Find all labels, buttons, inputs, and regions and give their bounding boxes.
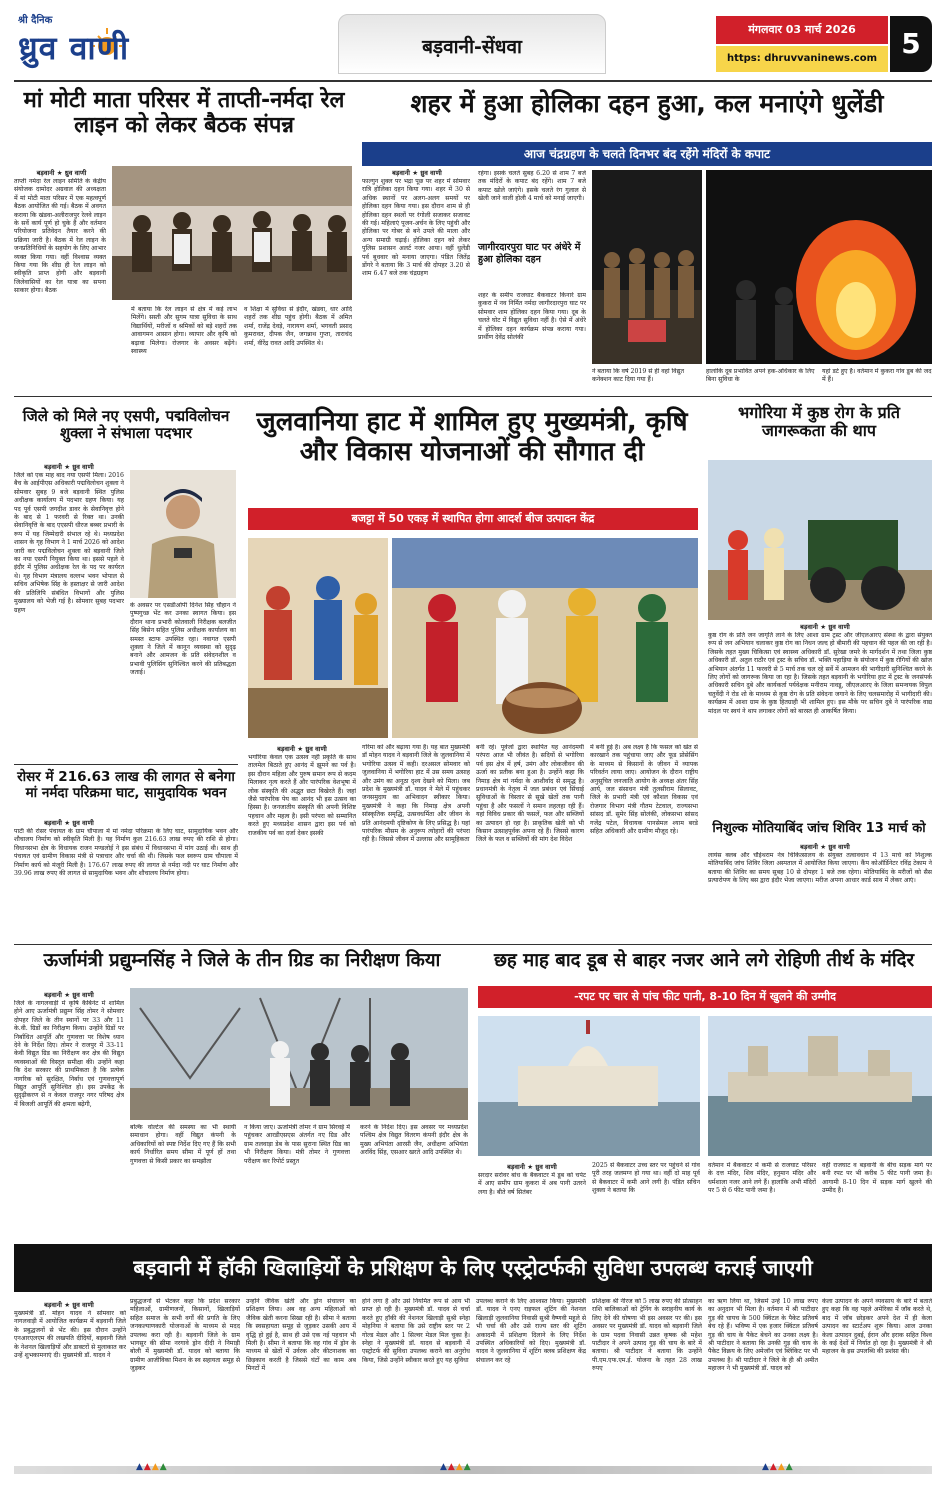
story2-caption3: यहां डटे हुए है। वर्तमान में कुकरा गांव डूब की जद में हैं। [822, 368, 932, 383]
story9-dateline: बड़वानी ★ ध्रुव वाणी [507, 1163, 557, 1171]
page-number: 5 [901, 27, 921, 60]
story5-col3: बनी रहे। पूर्वजों द्वारा स्थापित यह आनंदमयी परंपरा आज भी जीवंत है। सदियों से भगोरिया पर्व इस क्षेत्र में हर्ष, उमंग और लोकजीवन की ऊर्जा का प्रतीक बना हुआ है। उन्होंने कहा कि निमाड़ क्षेत्र मां नर्मदा के आशीर्वाद से समृद्ध है। प्रधानमंत्री के नेतृत्व में जल प्रबंधन एवं सिंचाई सुविधाओं के विस्तार से सूखे खेतों तक पानी पहुंचा है और फसलों ने समान लहलहा रही हैं। यहां विविध प्रकार की फसलें, फल और सब्जियों का उत्पादन हो रहा है। प्राकृतिक खेती को भी किसान उत्साहपूर्वक अपना रहे हैं। जिससे कारण जिले के फल व सब्जियों की मांग देश विदेश [476, 744, 584, 844]
story10-headline: बड़वानी में हॉकी खिलाड़ियों के प्रशिक्षण के लिए एस्ट्रोटर्फकी सुविधा उपलब्ध कराई जाएगी [133, 1256, 813, 1280]
story7-text: लायंस क्लब और चौईथराम नेत्र चिकित्सालय के संयुक्त तत्वावधान में 13 मार्च को निशुल्क मोतियाबिंद जांच शिविर जिला अस्पताल में आयोजित किया जाएगा। कैंप कोऑर्डिनेटर रविंद्र टेकाम ने बताया की शिविर का समय सुबह 10 से दोपहर 1 बजे तक रहेगा। मोतियाबिंद के मरीजों को सैस प्रत्यारोपण के लिए बस द्वारा इंदौर भेजा जाएगा। मरीज अपना आधार कार्ड साथ में लेकर आएं। [708, 852, 932, 885]
story6-dateline: बड़वानी ★ ध्रुव वाणी [800, 623, 850, 631]
story5-subhead: बजट्टा में 50 एकड़ में स्थापित होगा आदर्श बीज उत्पादन केंद्र [248, 508, 698, 530]
date-text: मंगलवार 03 मार्च 2026 [748, 23, 856, 36]
story5-headline: जुलवानिया हाट में शामिल हुए मुख्यमंत्री, कृषि और विकास योजनाओं की सौगात दी [256, 407, 688, 467]
story10-col5: उपलब्ध कराने के लिए आश्वस्त किया। मुख्यमंत्री डॉ. यादव ने एनए राइफल शूटिंग की नेशनल खिलाड़ी जुलवानिया निवासी सुश्री वैष्णवी महूले से भी चर्चा की और उसे राज्य स्तर की शूटिंग अकादमी में प्रशिक्षण दिलाने के लिए निर्देश उपस्थित अधिकारियों को दिए। मुख्यमंत्री डॉ. यादव ने जुलवानिया में शूटिंग क्लब प्रशिक्षण केंद्र संचालन कर रहे [476, 1298, 586, 1364]
story2-caption1: ने बताया कि वर्ष 2019 से ही वहां विद्युत कनेक्शन काट दिया गया हैं। [592, 368, 685, 383]
story4-top-rule [14, 764, 238, 765]
story3-col2: के अवसर पर एसडीओपी दिनेश सिंह चौहान ने पुष्पगुच्छ भेंट कर उनका स्वागत किया। इस दौरान थाना प्रभारी कोतवाली निरीक्षक बलजीत सिंह बिसेन सहित पुलिस अधीक्षक कार्यालय का समस्त स्टाफ उपस्थित रहा। नवागत एसपी शुक्ला ने जिले में कानून व्यवस्था को सुदृढ़ बनाने और आमजन के प्रति संवेदनशील व प्रभावी पुलिसिंग सुनिश्चित करने की प्रतिबद्धता जताई। [130, 602, 236, 677]
story4-dateline: बड़वानी ★ ध्रुव वाणी [44, 819, 94, 827]
date-box [716, 16, 888, 44]
story2-dateline: बड़वानी ★ ध्रुव वाणी [392, 169, 442, 177]
story10-col4: होने लगा है और उसे नियमित रूप से आय भी प्राप्त हो रही है। मुख्यमंत्री डॉ. यादव से चर्चा करते हुए हॉकी की नेशनल खिलाड़ी सुश्री स्नेहा मोहनिया ने बताया कि उसे राष्ट्रीय स्तर पर 2 गोल्ड मेडल और 1 सिल्वर मेडल मिल चुका है। स्नेहा ने मुख्यमंत्री डॉ. यादव से बड़वानी में एस्ट्रोटर्फ की सुविधा उपलब्ध कराने का अनुरोध किया, जिसे उन्होंने स्वीकार करते हुए यह सुविधा [362, 1298, 470, 1364]
row2-rule [14, 944, 932, 945]
story10-col8: केला उत्पादन के अपने व्यवसाय के बारे में बताते हुए कहा कि वह पहले अमेरिका में जॉब करते थे, बाद में जॉब छोड़कर अपने देश में ही केला उत्पादन का स्टार्टअप शुरू किया। आज उनका केला उत्पादन दुबई, ईरान और इराक सहित विश्व के कई देशों में निर्यात हो रहा है। मुख्यमंत्री ने श्री महाजन के इस उपलब्धि की प्रशंसा की। [822, 1298, 932, 1356]
story5-photo1 [248, 538, 388, 738]
logo-small-text: श्री दैनिक [18, 15, 53, 26]
masthead [0, 0, 945, 80]
story3-photo [130, 470, 236, 598]
story4-text: पाटी की रोसर पंचायत के ग्राम चौपाला में मां नर्मदा परिक्रमा के लिए घाट, सामुदायिक भवन और शौचालय निर्माण को स्वीकृति मिली है। यह निर्माण कुल 216.63 लाख रुपए की राशि से होगा। विधानसभा क्षेत्र के विधायक राजन मण्डलोई ने इस संबंध में विधानसभा में मांग उठाई थी। साथ ही पंचायत एवं ग्रामीण विकास मंत्री से पत्राचार और चर्चा की थी। जिसके फल स्वरूप ग्राम चौपाला में निर्माण कार्य को मंजूरी मिली है। 176.67 लाख रुपए की लागत से नर्मदा नदी पर घाट निर्माण और 39.96 लाख रुपए की लागत से सामुदायिक भवन और शौचालय निर्माण होगा। [14, 828, 238, 878]
story8-col1: जिले के नागलवाड़ी में कृषि कैबिनेट में शामिल होने आए ऊर्जामंत्री प्रद्युम्न सिंह तोमर ने सोमवार दोपहर जिले के तीन स्थानों पर 33 और 11 के.वी. ग्रिडों का निरीक्षण किया। उन्होंने ग्रिडों पर निर्बाधित आपूर्ति और गुणवत्ता पर विशेष ध्यान देने के निर्देश दिए। तोमर ने राजपुर में 33-11 केवी विद्युत ग्रिड का निरीक्षण कर क्षेत्र की विद्युत व्यवस्थाओं की विस्तृत समीक्षा की। उन्होंने कहा कि देश सरकार की प्राथमिकता है कि प्रत्येक नागरिक को सुरक्षित, निर्बाध एवं गुणवत्तापूर्ण विद्युत आपूर्ति सुनिश्चित हो। इस उपकेंद्र के सुदृढ़ीकरण से न केवल राजपुर नगर परिषद क्षेत्र में बिजली आपूर्ति की क्षमता बढ़ेगी, [14, 1000, 124, 1108]
story9-headline: छह माह बाद डूब से बाहर नजर आने लगे रोहिणी तीर्थ के मंदिर [493, 950, 915, 971]
story1-col1: ताप्ती नर्मदा रेल लाइन समिति के केंद्रीय संयोजक दामोदर अग्रवाल की अध्यक्षता में मां मोटी माता परिसर में एक महत्वपूर्ण बैठक आयोजित की गई। बैठक में अवगत कराया कि खंडवा-अलीराजपुर रेलवे लाइन के सर्वे कार्य पूर्ण हो चुके हैं और वर्तमान परियोजना प्रतिवेदन तैयार करने की प्रक्रिया जारी है। बैठक में रेल लाइन के जनप्रतिनिधियों के सहयोग के लिए आभार व्यक्त किया गया। वहीं विश्वास व्यक्त किया गया कि शीघ्र ही रेल लाइन को स्वीकृति प्राप्त होगी और बड़वानी जिलेवासियों का रेल यात्रा का सपना साकार होगा। बैठक [14, 178, 106, 295]
story10-dateline: बड़वानी ★ ध्रुव वाणी [44, 1301, 94, 1309]
story10-col1: मुख्यमंत्री डॉ. मोहन यादव ने सोमवार को नागलवाड़ी में आयोजित कार्यक्रम में बड़वानी जिले के प्रबुद्धजनों से भेंट की। इस दौरान उन्होंने एनआरएलएम की लखपति दीदियों, बड़वानी जिले के नेशनल खिलाड़ियों और डाक्टरों से मुलाकात कर उन्हें शुभकामनाएं दी। मुख्यमंत्री डॉ. यादव ने [14, 1310, 126, 1360]
section-title: बड़वानी-सेंधवा [422, 36, 522, 58]
story8-photo [130, 988, 468, 1120]
story9-col1: सरदार सरोवर बांध के बैकवाटर में डूब को चपेट में आए समीप ग्राम कुकरा में अब पानी उतरने लगा है। बीते वर्ष सितंबर [478, 1172, 586, 1196]
story10-col7: का ऋण लिया था, जिसमें उन्हें 10 लाख रुपए का अनुदान भी मिला है। वर्तमान में श्री पाटीदार गुड़ की चायच के 500 क्विंटल के पैकेट प्रतिवर्ष बेच रहे हैं। भविष्य में एक हजार क्विंटल प्रतिवर्ष गुड़ की चाय के पैकेट बेचने का उनका लक्ष्य है। श्री पाटीदार ने बताया कि उनकी गुड़ की चाय के पैकेट विक्रय के लिए अमेजॉन एवं ब्लिंकिट पर भी उपलब्ध है। श्री पाटीदार ने जिले के ही श्री अमीत महाजन ने भी मुख्यमंत्री डॉ. यादव को [708, 1298, 818, 1373]
story2-caption2: हालांकि दूब प्रभावित अपने हक-अधिकार के लिए बिना सुविधा के [706, 368, 815, 383]
story1-photo [112, 166, 352, 300]
story10-col2: प्रबुद्धजनों से भेंटकर कहा कि प्रदेश सरकार महिलाओं, ग्रामीणजनों, किसानों, खिलाड़ियों सहित समाज के सभी वर्गों की प्रगति के लिए जनकल्याणकारी योजनाओं के माध्यम से मदद उपलब्ध करा रही है। बड़वानी जिले के ग्राम भागसुर की सीमा नरगावे ड्रोन दीदी ने निमाड़ी बोली में मुख्यमंत्री डॉ. यादव को बताया कि ग्रामीण आजीविका मिशन के स्व सहायता समूह से जुड़कर [130, 1298, 240, 1373]
story9-col4: वहीं राजघाट व बड़वानी के बीच सड़क मार्ग पर बनी रपट पर भी करीब 5 फीट पानी जमा है। आगामी 8-10 दिन में सड़क मार्ग खुलने की उम्मीद है। [822, 1162, 932, 1195]
story8-col2: बल्कि वोल्टेज की समस्या का भी स्थायी समाधान होगा। वहीं विद्युत कंपनी के अधिकारियों को स्पष्ट निर्देश दिए गए हैं कि सभी कार्य निर्धारित समय सीमा में पूर्ण हों तथा गुणवत्ता से किसी प्रकार का समझौता [130, 1124, 236, 1165]
story9-subhead: -रपट पर चार से पांच फीट पानी, 8-10 दिन में खुलने की उम्मीद [478, 986, 932, 1008]
story2-col2b: शहर के समीप राजघाट बैकवाटर किनारे ग्राम कुकरा में नव निर्मित नर्मदा जागीरदारपुरा घाट पर सोमवार शाम होलिका दहन किया गया। दूब के चलते घोट में विद्युत सुविधा नहीं है। ऐसे में अंधेरे में होलिका दहन कार्यक्रम संपन्न कराया गया। प्रार्थीण देवेंद्र सोलंकी [478, 292, 586, 342]
website-box [716, 46, 888, 72]
story9-col2: 2025 से बैकवाटर उच्च स्तर पर पहुंचने से गांव पूरी तरह जलमग्न हो गया था। वहीं दो माह पूर्व से बैकवाटर में कमी आने लगी है। पंडित सचिन शुक्ला ने बताया कि [592, 1162, 700, 1195]
story2-subhead: आज चंद्रग्रहण के चलते दिनभर बंद रहेंगे मंदिरों के कपाट [362, 142, 932, 166]
story8-col3: न किया जाए। ऊर्जामंत्री तोमर ने ग्राम सिरवई में पहुंचकर आरडीएसएस अंतर्गत नए ग्रिड और ग्राम तलवाड़ा डेब के पास सुराना स्थित ग्रिड का भी निरीक्षण किया। मंत्री तोमर ने गुणवत्ता परीक्षण कर रिपोर्ट प्रस्तुत [244, 1124, 350, 1165]
footer-triangles-mid: ▲▲▲▲ [440, 1462, 472, 1472]
story1-col2: में बताया कि रेल लाइन से क्षेत्र में कई लाभ मिलेंगे। सस्ती और सुगम यात्रा सुविधा के साथ विद्यार्थियों, मरीजों व श्रमिकों को बड़े शहरों तक आवागमन आसान होगा। व्यापार और कृषि को बढ़ावा मिलेगा। रोजगार के अवसर बढ़ेंगे। स्वास्थ्य [131, 306, 237, 356]
story2-col1: फाल्गुन शुक्ल पर भद्रा पूछ पर शहर में सोमवार रात्रि होलिका दहन किया गया। शहर में 30 से अधिक स्थानों पर अलग-अलग समयों पर होलिका दहन किया गया। इस दौरान शाम से ही होलिका दहन स्थलों पर रंगोली सजाकर सजावट की गई। महिलाएं पूजन-अर्चन के लिए पहुंची और होलिका पर गोबर से बने उपले की माला और अन्य समाग्री चढ़ाई। होलिका दहन को लेकर पुलिस प्रशासन अलर्ट नजर आया। वहीं धुलेंडी पर्व बुधवार को मनाया जाएगा। पंडित जितेंद्र डोंगरे ने बताया कि 3 मार्च की दोपहर 3.20 से शाम 6.47 बजे तक चंद्रग्रहण [362, 178, 470, 278]
footer-triangles-right: ▲▲▲▲ [762, 1462, 794, 1472]
row1-rule [14, 396, 932, 397]
story6-headline: भगोरिया में कुष्ठ रोग के प्रति जागरूकता की थाप [738, 403, 900, 441]
story3-headline: जिले को मिले नए एसपी, पद्मविलोचन शुक्ला ने संभाला पदभार [22, 407, 230, 443]
story5-photo2 [392, 538, 698, 738]
story8-col4: करने के निर्देश दिए। इस अवसर पर मध्यप्रदेश पश्चिम क्षेत्र विद्युत वितरण कंपनी इंदौर क्षेत्र के मुख्य अभियंता आरसी जैन, अधीक्षण अभियंता अरविंद सिंह, एसआर खरते आदि उपस्थित थे। [360, 1124, 468, 1157]
story3-col1: जिले को एक माह बाद नया एसपी मिला। 2016 बैच के आईपीएस अधिकारी पद्मविलोचन शुक्ला ने सोमवार सुबह 9 बजे बड़वानी स्थित पुलिस अधीक्षक कार्यालय में पदभार ग्रहण किया। यह पद पूर्व एसपी जगदीश डावर के सेवानिवृत्त होने के बाद से 1 फरवरी से रिक्त था। उनकी सेवानिवृत्ति के बाद एएसपी धीरज बब्बर प्रभारी के रूप में यह जिम्मेदारी संभाल रहे थे। मध्यप्रदेश शासन के गृह विभाग ने 1 मार्च 2026 को आदेश जारी कर पद्मविलोचन शुक्ला को बड़वानी जिले का नया एसपी नियुक्त किया था। इससे पहले वे इंदौर में पुलिस अधीक्षक रेल के पद पर कार्यरत थे। गृह विभाग मंत्रालय वल्लभ भवन भोपाल से सचिव अभिषेक सिंह के हस्ताक्षर से जारी आदेश की प्रतिलिपि संबंधित विभागों और पुलिस मुख्यालय को भेजी गई है। सोमवार सुबह पदभार ग्रहण [14, 472, 124, 614]
story6-photo [708, 460, 932, 620]
story9-photo1 [478, 1016, 700, 1156]
story1-col3: व शिक्षा में सुविधा से इंदौर, खंडवा, धार आदि शहरों तक शीघ्र पहुंच होगी। बैठक में अमित शर्मा, राजेंद्र देवड़े, नारायण शर्मा, भगवती प्रसाद कुमरावत, दीपक जैन, जगन्नाथ गुप्ता, ताराचंद शर्मा, वीरेंद्र रावत आदि उपस्थित थे। [244, 306, 352, 347]
footer-triangles-left: ▲▲▲▲ [136, 1462, 168, 1472]
story1-dateline: बड़वानी ★ ध्रुव वाणी [36, 169, 87, 177]
story1-headline: मां मोटी माता परिसर में ताप्ती-नर्मदा रेल लाइन को लेकर बैठक संपन्न [23, 88, 345, 139]
story10-banner [14, 1244, 932, 1292]
story2-photo1 [592, 170, 702, 364]
website-text[interactable]: https: dhruvvaninews.com [726, 53, 878, 64]
story2-col2a: रहेगा। इसके चलते सुबह 6.20 से शाम 7 बजे तक मंदिरों के कपाट बंद रहेंगे। शाम 7 बजे कपाट खोले जाएंगे। इसके चलते रंग गुलाल से खेली जाने वाली होली 4 मार्च को मनाई जाएगी। [478, 170, 586, 203]
logo-main-text: ध्रुव वाणी [18, 29, 130, 67]
story2-headline: शहर में हुआ होलिका दहन हुआ, कल मनाएंगे धुलेंडी [410, 89, 884, 118]
story2-photo2 [706, 170, 932, 364]
story7-dateline: बड़वानी ★ ध्रुव वाणी [800, 843, 850, 851]
story10-col6: प्रशिक्षक श्री नीरज को 5 लाख रुपए की प्रोत्साहन राशि बालिकाओं को ट्रेनिंग के सराहनीय कार्य के लिए देने की घोषणा भी इस अवसर पर की। इस अवसर पर मुख्यमंत्री डॉ. यादव को बड़वानी जिले के ग्राम पदवा निवासी उन्नत कृषक श्री महेश पाटीदार ने अपने उत्पाद गुड़ की चाय के बारे में बताया। श्री पाटीदार ने बताया कि उन्होंने पी.एम.एफ.एम.ई. योजना के तहत 28 लाख रुपए [592, 1298, 702, 1373]
logo [16, 8, 191, 74]
masthead-rule [14, 80, 932, 82]
story3-dateline: बड़वानी ★ ध्रुव वाणी [44, 463, 94, 471]
section-banner [338, 14, 606, 74]
story5-dateline: बड़वानी ★ ध्रुव वाणी [277, 745, 327, 753]
story10-col3: उन्होंने जैविक खेती और ड्रोन संचालन का प्रशिक्षण लिया। अब वह अन्य महिलाओं को जैविक खेती करना सिखा रही है। सीमा ने बताया कि स्वसहायता समूह से जुड़कर उसकी आय में वृद्धि हो हुई है, साथ ही उसे एक नई पहचान भी मिली है। सीमा ने बताया कि वह गांव में ड्रोन के माध्यम से खेतों में उर्वरक और कीटनाशक का छिड़काव करती है जिससे घंटों का काम अब मिनटों में [246, 1298, 356, 1373]
page-number-box [890, 16, 932, 72]
story9-col3: वर्तमान में बैकवाटर में कमी से राजघाट परिसर के दत्त मंदिर, शिव मंदिर, हनुमान मंदिर और धर्मशाला नजर आने लगे हैं। हालांकि अभी मंदिरों पर 5 से 6 फीट पानी जमा है। [708, 1162, 816, 1195]
story5-col4: में बनी हुई है। अब लक्ष्य है कि फसल को खेत से कारखाने तक पहुंचाया जाए और फूड प्रोसेसिंग के माध्यम से किसानों के जीवन में व्यापक परिवर्तन लाया जाए। आयोजन के दौरान राष्ट्रीय अनुसूचित जनजाति आयोग के अध्यक्ष अंतर सिंह आर्य, जल संसाधन मंत्री तुलसीराम सिलावट, जिले के प्रभारी मंत्री एवं कौशल विकास एवं रोजगार विभाग मंत्री गौतम टेटवाल, राज्यसभा सांसद डॉ. सुमेर सिंह सोलंकी, लोकसभा सांसद गजेंद्र पटेल, विधायक पानसेमल श्याम बरडे सहित अधिकारी और ग्रामीण मौजूद रहे। [590, 744, 698, 836]
story9-photo2 [708, 1016, 932, 1156]
story5-col2: गरिमा को और बढ़ाया गया है। यह बात मुख्यमंत्री डॉ मोहन यादव ने बड़वानी जिले के जुलवानिया में भगोरिया उत्सव में कही। दरअसल सोमवार को जुलवानिया में भगोरिया हाट में उस समय उत्साह और उमंग का अनूठा दृश्य देखने को मिला। जब प्रदेश के मुख्यमंत्री डॉ. यादव ने मेले में पहुंचकर जनसमुदाय का अभिवादन स्वीकार किया। मुख्यमंत्री ने कहा कि निमाड़ क्षेत्र अपनी सांस्कृतिक समृद्धि, उत्सवधर्मिता और जीवन के प्रति आनंदमयी दृष्टिकोण के लिए प्रसिद्ध है। यहां पारंपरिक मौसम के अनुरूप त्योहारों की परंपरा रही है। जिससे जीवन में उल्लास और सामूहिकता [362, 744, 470, 844]
story2-inline-head: जागीरदारपुरा घाट पर अंधेरे में हुआ होलिका दहन [478, 242, 581, 265]
story7-headline: निशुल्क मोतियाबिंद जांच शिविर 13 मार्च को [712, 821, 926, 836]
story4-headline: रोसर में 216.63 लाख की लागत से बनेगा मां नर्मदा परिक्रमा घाट, सामुदायिक भवन [17, 769, 235, 801]
story8-headline: ऊर्जामंत्री प्रद्युम्नसिंह ने जिले के तीन ग्रिड का निरीक्षण किया [43, 950, 441, 971]
story8-dateline: बड़वानी ★ ध्रुव वाणी [44, 991, 94, 999]
story6-text: कुष्ठ रोग के प्रति जन जागृति लाने के लिए आशा ग्राम ट्रस्ट और जीएलआरए संस्था के द्वारा संयुक्त रूप से जन अभियान चलाकर कुष्ठ रोग का निधन जल्द हो बीमारी की पहचान की पहल की जा रही है। जिसके तहत मुख्य चिकित्सा एवं स्वास्थ्य अधिकारी डॉ. सुरेखा जमरे के मार्गदर्शन में तथा जिला कुष्ठ अधिकारी डॉ. अतुल राठौर एवं ट्रस्ट के सचिव डॉ. भक्ति पहाड़िया के संयोजन में कुष्ठ रोगियों की खोज अभियान अंतर्गत 11 फरवरी से 5 मार्च तक चल रहे सर्वे में आमजन की भागीदारी सुनिश्चित करने के लिए लोगों को जागरूक किया जा रहा है। जिसके तहत बड़वानी के भगोरिया हाट में ट्रस्ट के जनसंपर्क अधिकारी सचिन दुबे और कार्यकर्ता पर्यवेक्षक मनीराम नावडू, जीएलआरए के जिला समन्वयक विपुल चतुर्वेदी ने रोड शो के माध्यम से कुष्ठ रोग के प्रति संवेदना जगाने के लिए चलसमारोह में भागीदारी की। कार्यक्रम में आशा ग्राम के कुष्ठ हितग्राही भी शामिल हुए। इस मौके पर सचिन दुबे ने पारंपरिक वाद्य मांदल पर स्वयं ने थाप लगाकर लोगों को बारस्त ही आकर्षित किया। [708, 632, 932, 715]
story5-col1: भगोरिया केवल एक उत्सव नहीं प्रकृति के साथ तालमेल बिठाते हुए आनंद में झूमने का पर्व है। इस दौरान महिला और पुरुष समान रूप से कदम मिलाकर नृत्य करते हैं और पारंपरिक वेशभूषा में लोक संस्कृति की अद्भुत छटा बिखेरते हैं। जहां जैसे पारंपरिक पेय का आनंद भी इस उत्सव का हिस्सा है। जनजातीय संस्कृति की अपनी विशिष्ट पहचान और महत्व है। इसी परंपरा को सम्मानित करते हुए मध्यप्रदेश शासन द्वारा इस पर्व को राजकीय पर्व का दर्जा देकर इसकी [248, 754, 356, 837]
